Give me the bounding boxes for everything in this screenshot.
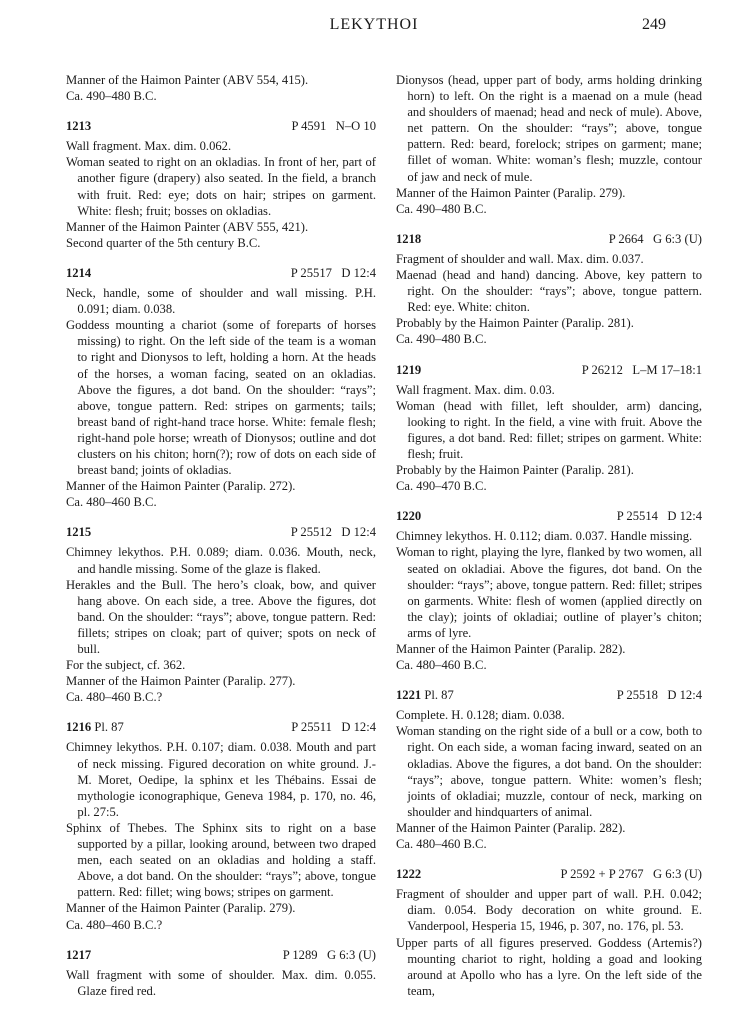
entry-heading <box>396 362 702 378</box>
entry-paragraph: Sphinx of Thebes. The Sphinx sits to right on a base supported by a pillar, looking around, between two draped men, each seated on an okladias and holding a staff. Above, a dot band. On the shoulder: “rays”; above, tongue pattern. Red: fillet; wing bows; stripes on garment. <box>66 820 376 900</box>
entry-paragraph: Manner of the Haimon Painter (ABV 555, 421). <box>66 219 309 234</box>
entry-paragraph: Manner of the Haimon Painter (Paralip. 272). <box>66 479 296 494</box>
entry-heading <box>396 231 702 247</box>
catalogue-entry <box>396 687 702 852</box>
entry-heading <box>66 947 376 963</box>
entry-paragraph: Chimney lekythos. P.H. 0.107; diam. 0.038. Mouth and part of neck missing. Figured decoration on white ground. J.-M. Moret, Oedipe, la sphinx et les Thébains. Essai de mythologie iconographique, Geneva 1984, p. 170, no. 46, pl. 27:5. <box>66 740 376 819</box>
page-number: 249 <box>642 16 666 33</box>
entry-paragraph: Woman to right, playing the lyre, flanked by two women, all seated on okladiai. Above the figures, dot band. On the shoulder: “rays”; above, tongue pattern. Red: fillet; stripes on garments. White: flesh of women (applied directly on the clay); joints of okladiai; outline of player’s chiton; arms of lyre. <box>396 545 702 640</box>
catalogue-entry <box>66 719 376 932</box>
entry-paragraph: Manner of the Haimon Painter (Paralip. 279). <box>66 901 296 916</box>
entry-heading <box>66 524 376 540</box>
inventory-number: P 25514 D 12:4 <box>616 509 702 524</box>
entry-number: 1216 <box>66 720 92 735</box>
entry-heading <box>66 719 376 735</box>
entry-paragraph: Ca. 480–460 B.C. <box>396 837 487 852</box>
inventory-number: P 25517 D 12:4 <box>290 265 376 280</box>
entry-heading <box>396 687 702 703</box>
entry-number: 1217 <box>66 947 92 962</box>
entry-label <box>396 362 421 378</box>
inventory-number: P 1289 G 6:3 (U) <box>282 947 376 962</box>
entry-paragraph: Manner of the Haimon Painter (Paralip. 282). <box>396 642 626 656</box>
entry-number: 1219 <box>396 362 422 377</box>
entry-paragraph: Fragment of shoulder and wall. Max. dim. 0.037. <box>396 251 644 266</box>
catalogue-entry <box>396 866 702 999</box>
entry-paragraph: Wall fragment. Max. dim. 0.062. <box>66 139 232 154</box>
catalogue-entry <box>66 265 376 510</box>
entry-paragraph: Ca. 480–460 B.C.? <box>66 917 163 932</box>
inventory-number: P 2592 + P 2767 G 6:3 (U) <box>560 867 702 882</box>
right-column <box>396 72 702 999</box>
entry-paragraph: Ca. 490–480 B.C. <box>396 332 487 347</box>
entry-heading <box>66 265 376 281</box>
entry-label <box>66 265 91 281</box>
entry-label <box>396 508 421 524</box>
entry-number: 1218 <box>396 231 422 246</box>
catalogue-entry <box>396 508 702 673</box>
entry-paragraph: Woman standing on the right side of a bull or a cow, both to right. On each side, a woman facing inward, seated on an okladias. Above the figures, a dot band. On the shoulder: “rays”; above, tongue pattern. White: women’s flesh; joints of okladiai; muzzle, contour of neck, marking on shoulder and hindquarters of animal. <box>396 724 702 819</box>
entry-number: 1220 <box>396 509 422 524</box>
entry-label <box>396 231 421 247</box>
entry-paragraph: Chimney lekythos. H. 0.112; diam. 0.037. Handle missing. <box>396 529 693 544</box>
plate-reference: Pl. 87 <box>94 720 124 735</box>
entry-paragraph: Ca. 480–460 B.C. <box>396 658 487 673</box>
entry-paragraph: For the subject, cf. 362. <box>66 658 186 673</box>
entry-paragraph: Ca. 480–460 B.C.? <box>66 690 163 705</box>
inventory-number: P 4591 N–O 10 <box>291 119 376 134</box>
entry-paragraph: Probably by the Haimon Painter (Paralip. 281). <box>396 316 634 331</box>
entry-paragraph: Goddess mounting a chariot (some of foreparts of horses missing) to right. On the left side of the team is a woman to right and Dionysos to left, holding a horn. At the heads of the horses, a woman facing, seated on an okladias. Above the figures, a dot band. On the shoulder: “rays”; above, tongue pattern. Red: stripes on garments; tails; breast band of right-hand trace horse. White: female flesh; right-hand pole horse; wreath of Dionysos; outline and dot clusters on his chiton; horn(?); row of dots on each side of breast band; joints of okladias. <box>66 318 376 478</box>
entry-paragraph: Woman (head with fillet, left shoulder, arm) dancing, looking to right. In the field, a vine with fruit. Above the figures, a dot band. Red: fillet; stripes on garment. White: flesh; fruit. <box>396 398 702 461</box>
entry-paragraph: Second quarter of the 5th century B.C. <box>66 235 261 250</box>
entry-number: 1222 <box>396 867 422 882</box>
entry-paragraph: Wall fragment with some of shoulder. Max. dim. 0.055. Glaze fired red. <box>66 967 376 998</box>
catalogue-entry <box>396 231 702 348</box>
entry-paragraph: Wall fragment. Max. dim. 0.03. <box>396 382 555 397</box>
running-header <box>0 16 748 38</box>
entry-heading <box>396 508 702 524</box>
entry-paragraph: Neck, handle, some of shoulder and wall missing. P.H. 0.091; diam. 0.038. <box>66 286 376 317</box>
intro-paragraph: Manner of the Haimon Painter (ABV 554, 415). <box>66 73 309 87</box>
intro-paragraph: Ca. 490–480 B.C. <box>66 89 157 104</box>
inventory-number: P 25512 D 12:4 <box>290 525 376 540</box>
entry-paragraph: Herakles and the Bull. The hero’s cloak, bow, and quiver hang above. On each side, a tree. Above the figures, dot band. On the shoulder: “rays”; above, tongue pattern. Red: fillets; stripes on cloak; part of quiver; spots on neck of bull. <box>66 577 376 656</box>
entry-paragraph: Chimney lekythos. P.H. 0.089; diam. 0.036. Mouth, neck, and handle missing. Some of the glaze is flaked. <box>66 545 376 576</box>
header-title: LEKYTHOI <box>329 16 419 33</box>
entry-paragraph: Ca. 490–470 B.C. <box>396 479 487 494</box>
plate-reference: Pl. 87 <box>424 688 454 703</box>
entry-number: 1221 <box>396 688 422 703</box>
entry-heading <box>66 118 376 134</box>
entry-paragraph: Complete. H. 0.128; diam. 0.038. <box>396 708 565 723</box>
entry-paragraph: Maenad (head and hand) dancing. Above, key pattern to right. On the shoulder: “rays”; above, tongue pattern. Red: eye. White: chiton. <box>396 268 702 315</box>
entry-label <box>66 947 91 963</box>
intro-paragraph: Dionysos (head, upper part of body, arms holding drinking horn) to left. On the right is a maenad on a mule (head and shoulders of maenad; head and neck of mule). Above, net pattern. On the shoulder: “rays”; above, tongue pattern. Red: beard, forelock; stripes on garment; mane; fillet of woman. White: woman’s flesh; muzzle, contour of jaw and neck of mule. <box>396 73 702 184</box>
inventory-number: P 26212 L–M 17–18:1 <box>581 362 702 377</box>
entry-paragraph: Manner of the Haimon Painter (Paralip. 277). <box>66 674 296 689</box>
entry-label <box>66 719 124 735</box>
entry-number: 1214 <box>66 265 92 280</box>
entry-paragraph: Probably by the Haimon Painter (Paralip. 281). <box>396 463 634 478</box>
entry-label <box>396 866 421 882</box>
entry-paragraph: Fragment of shoulder and upper part of wall. P.H. 0.042; diam. 0.054. Body decoration on white ground. E. Vanderpool, Hesperia 15, 1946, p. 307, no. 176, pl. 53. <box>396 887 702 934</box>
entry-label <box>66 524 91 540</box>
entry-label <box>66 118 91 134</box>
entry-number: 1215 <box>66 525 92 540</box>
inventory-number: P 25511 D 12:4 <box>291 720 376 735</box>
entry-paragraph: Upper parts of all figures preserved. Goddess (Artemis?) mounting chariot to right, holding a goad and looking around at Apollo who has a lyre. On the left side of the team, <box>396 935 702 998</box>
inventory-number: P 2664 G 6:3 (U) <box>608 231 702 246</box>
entry-number: 1213 <box>66 119 92 134</box>
entry-paragraph: Ca. 480–460 B.C. <box>66 495 157 510</box>
entry-heading <box>396 866 702 882</box>
catalogue-entry <box>66 524 376 705</box>
catalogue-entry <box>66 947 376 999</box>
entry-paragraph: Woman seated to right on an okladias. In front of her, part of another figure (drapery) also seated. In the field, a branch with fruit. Red: eye; dots on hair; stripes on garment. White: flesh; fruit; bosses on okladias. <box>66 155 376 218</box>
catalogue-entry <box>66 118 376 251</box>
intro-paragraph: Manner of the Haimon Painter (Paralip. 279). <box>396 185 626 200</box>
entry-paragraph: Manner of the Haimon Painter (Paralip. 282). <box>396 820 626 835</box>
entry-label <box>396 687 454 703</box>
inventory-number: P 25518 D 12:4 <box>616 688 702 703</box>
catalogue-entry <box>396 362 702 495</box>
left-column <box>66 72 376 999</box>
intro-paragraph: Ca. 490–480 B.C. <box>396 201 487 216</box>
